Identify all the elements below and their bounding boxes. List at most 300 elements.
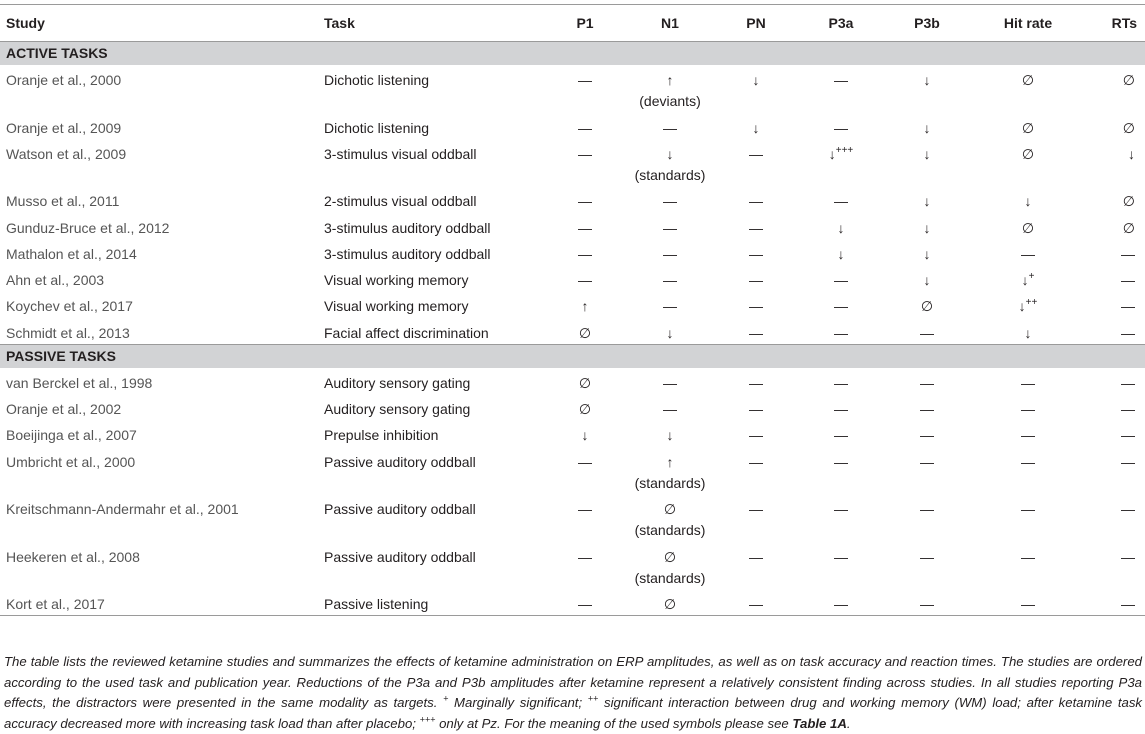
cell-n1-value: ∅ [663,501,677,518]
table-row [0,265,1145,291]
cell-task [324,139,544,187]
cell-p3a-value: — [834,401,848,418]
cell-p3a [798,318,884,345]
cell-p1-value: ∅ [578,324,592,341]
cell-p3a [798,239,884,265]
cell-p1-value: — [578,119,592,136]
cell-p1 [544,589,626,616]
cell-pn [714,291,798,317]
cell-n1 [626,265,714,291]
cell-p3b [884,368,970,394]
footnote-mark-3: +++ [419,714,436,725]
cell-hit-value: — [1021,453,1035,470]
cell-pn [714,318,798,345]
cell-p3b-value: ↓ [923,145,931,162]
cell-task-value: 3-stimulus visual oddball [324,145,477,162]
stimulus-note: (deviants) [639,93,701,109]
cell-n1 [626,368,714,394]
cell-p1 [544,494,626,542]
cell-task-value: Passive auditory oddball [324,453,476,470]
cell-hit-value: — [1021,374,1035,391]
cell-pn-value: — [749,145,763,162]
cell-p3b-value: — [920,401,934,418]
cell-hit-value: — [1021,401,1035,418]
cell-p3b-value: — [920,453,934,470]
table-row [0,542,1145,590]
cell-n1 [626,420,714,446]
cell-study-value: Oranje et al., 2009 [6,119,122,136]
cell-n1-value: — [663,298,677,315]
significance-mark: +++ [835,144,854,156]
cell-study-value: Mathalon et al., 2014 [6,245,137,262]
cell-hit-value: ↓ [1021,272,1029,289]
cell-study [0,239,324,265]
footnote-note-2: significant interaction between drug and working memory (WM) load; after ketamine task accuracy decreased more with increasing task load than after placebo; [4,695,1143,731]
cell-n1-value: ∅ [663,596,677,613]
cell-rts [1086,494,1145,542]
cell-rts [1086,186,1145,212]
cell-task [324,318,544,345]
cell-p3a [798,139,884,187]
cell-hit-value: — [1021,548,1035,565]
cell-study [0,65,324,113]
cell-study [0,186,324,212]
cell-study-value: Schmidt et al., 2013 [6,324,130,341]
cell-study [0,420,324,446]
cell-study [0,318,324,345]
cell-p3a [798,447,884,495]
cell-p1 [544,318,626,345]
cell-hit [970,139,1086,187]
footnote-main: The table lists the reviewed ketamine studies and summarizes the effects of ketamine administration on ERP amplitudes, as well as on task accuracy and reaction times. The studies are ordered according to the used task and publication year. Reductions of the P3a and P3b amplitudes after ketamine represent a relatively consistent finding across studies. In all studies reporting P3a effects, the distractors were presented in the same modality as targets. [4,654,1142,710]
cell-hit [970,318,1086,345]
cell-task-value: Passive listening [324,596,429,613]
cell-task-value: Passive auditory oddball [324,548,476,565]
cell-rts [1086,447,1145,495]
cell-rts-value: — [1121,298,1135,315]
cell-hit [970,213,1086,239]
cell-study-value: Boeijinga et al., 2007 [6,427,137,444]
cell-task [324,265,544,291]
section-header [0,42,1145,66]
table-footnote [4,652,1142,734]
cell-study-value: Kreitschmann-Andermahr et al., 2001 [6,501,239,518]
cell-rts-value: ↓ [1128,145,1135,162]
cell-n1 [626,542,714,590]
cell-n1 [626,186,714,212]
cell-p3a [798,113,884,139]
cell-hit-value: ↓ [1024,324,1032,341]
table-row [0,589,1145,616]
cell-hit-value: ↓ [1024,193,1032,210]
cell-p3a [798,186,884,212]
cell-hit-value: — [1021,596,1035,613]
cell-hit [970,494,1086,542]
cell-p1 [544,139,626,187]
cell-pn [714,420,798,446]
cell-rts-value: ∅ [1122,219,1135,236]
cell-task [324,291,544,317]
cell-pn [714,494,798,542]
cell-p3b [884,239,970,265]
cell-pn [714,213,798,239]
cell-p3a-value: — [834,501,848,518]
footnote-note-1: Marginally significant; [448,695,583,710]
cell-p3b-value: — [920,427,934,444]
significance-mark: ++ [1025,297,1038,309]
cell-n1-value: — [663,219,677,236]
cell-rts [1086,265,1145,291]
cell-pn-value: — [749,548,763,565]
cell-pn-value: — [749,272,763,289]
cell-n1-value: — [663,193,677,210]
cell-n1 [626,589,714,616]
cell-pn [714,113,798,139]
cell-task-value: Dichotic listening [324,119,430,136]
cell-p3b [884,420,970,446]
cell-p1-value: — [578,219,592,236]
cell-task-value: Prepulse inhibition [324,427,439,444]
cell-task [324,394,544,420]
cell-pn-value: — [749,401,763,418]
cell-p3b [884,265,970,291]
cell-p3a-value: — [834,453,848,470]
cell-n1 [626,139,714,187]
cell-p1 [544,265,626,291]
cell-hit [970,113,1086,139]
cell-rts [1086,291,1145,317]
cell-p3b [884,213,970,239]
cell-p3b-value: — [920,548,934,565]
header-p1: P1 [544,5,626,42]
cell-rts [1086,318,1145,345]
cell-hit [970,239,1086,265]
cell-n1-value: — [663,374,677,391]
cell-rts-value: — [1121,272,1135,289]
cell-p3b-value: — [920,374,934,391]
cell-p1 [544,291,626,317]
cell-study [0,494,324,542]
cell-pn-value: — [749,298,763,315]
cell-task-value: 3-stimulus auditory oddball [324,219,491,236]
cell-p3b [884,139,970,187]
cell-n1-value: ↓ [666,145,674,162]
cell-n1-value: — [663,119,677,136]
cell-p3b-value: — [920,501,934,518]
table-row [0,186,1145,212]
table-row [0,447,1145,495]
cell-task-value: Auditory sensory gating [324,401,471,418]
cell-task-value: Auditory sensory gating [324,374,471,391]
cell-task [324,368,544,394]
header-hit-rate: Hit rate [970,5,1086,42]
cell-p3a [798,542,884,590]
cell-task-value: Dichotic listening [324,72,430,88]
cell-p1-value: — [578,245,592,262]
cell-hit [970,265,1086,291]
cell-rts-value: ∅ [1122,119,1135,136]
cell-pn [714,368,798,394]
cell-study [0,542,324,590]
cell-n1-value: ↓ [666,324,674,341]
cell-p3b [884,542,970,590]
cell-task [324,542,544,590]
table-row [0,494,1145,542]
cell-study [0,139,324,187]
cell-p1 [544,394,626,420]
cell-study-value: van Berckel et al., 1998 [6,374,153,391]
table-row [0,113,1145,139]
cell-p1 [544,542,626,590]
cell-hit [970,368,1086,394]
cell-p3a-value: — [834,272,848,289]
cell-n1-value: — [663,245,677,262]
cell-rts-value: — [1121,374,1135,391]
cell-study-value: Kort et al., 2017 [6,596,105,613]
header-task: Task [324,5,544,42]
cell-p3a [798,265,884,291]
cell-p3b [884,447,970,495]
cell-p3b [884,494,970,542]
cell-p3a-value: — [834,298,848,315]
table-row [0,291,1145,317]
cell-p1-value: — [578,596,592,613]
cell-p1-value: ↓ [581,427,589,444]
cell-p3a-value: — [834,324,848,341]
cell-p1-value: — [578,72,592,88]
cell-p3a [798,394,884,420]
significance-mark: + [1028,271,1035,283]
cell-hit [970,65,1086,113]
cell-rts [1086,368,1145,394]
cell-rts-value: — [1121,245,1135,262]
cell-rts [1086,213,1145,239]
table-row [0,420,1145,446]
cell-p3a-value: — [834,72,848,88]
cell-p3b-value: ↓ [923,119,931,136]
cell-pn [714,239,798,265]
header-pn: PN [714,5,798,42]
cell-n1-value: ↑ [666,453,674,470]
cell-p3a-value: — [834,596,848,613]
cell-study [0,394,324,420]
cell-p3a-value: — [834,427,848,444]
cell-p1-value: — [578,272,592,289]
cell-pn-value: — [749,427,763,444]
table-row [0,213,1145,239]
cell-pn [714,139,798,187]
cell-n1 [626,113,714,139]
cell-p1-value: ↑ [581,298,589,315]
cell-task-value: 3-stimulus auditory oddball [324,245,491,262]
cell-hit [970,447,1086,495]
cell-task [324,113,544,139]
cell-hit-value: ∅ [1021,119,1035,136]
cell-n1 [626,213,714,239]
cell-rts-value: — [1121,501,1135,518]
cell-n1-value: ∅ [663,548,677,565]
cell-p1-value: ∅ [578,374,592,391]
cell-task-value: Visual working memory [324,272,469,289]
cell-pn-value: — [749,453,763,470]
cell-rts [1086,420,1145,446]
table-row [0,318,1145,345]
cell-n1 [626,239,714,265]
cell-task [324,420,544,446]
cell-p1 [544,239,626,265]
cell-rts [1086,394,1145,420]
cell-rts [1086,239,1145,265]
cell-task [324,589,544,616]
cell-task-value: Visual working memory [324,298,469,315]
cell-hit-value: — [1021,501,1035,518]
cell-study [0,113,324,139]
cell-p1 [544,213,626,239]
cell-p1 [544,186,626,212]
cell-n1-value: ↓ [666,427,674,444]
cell-task [324,186,544,212]
table-reference-link[interactable]: Table 1A [792,715,847,731]
cell-p3a-value: — [834,548,848,565]
cell-pn [714,447,798,495]
cell-task [324,239,544,265]
cell-hit-value: ∅ [1021,219,1035,236]
cell-p3b-value: ↓ [923,219,931,236]
cell-rts [1086,589,1145,616]
cell-pn [714,394,798,420]
footnote-mark-1: + [443,693,449,704]
cell-pn [714,65,798,113]
cell-rts-value: ∅ [1122,72,1135,88]
cell-n1 [626,447,714,495]
ketamine-erp-table [0,4,1145,616]
table-row [0,65,1145,113]
cell-pn-value: — [749,324,763,341]
cell-n1 [626,291,714,317]
cell-p1-value: ∅ [578,401,592,418]
header-n1: N1 [626,5,714,42]
cell-p3b-value: ↓ [923,72,931,88]
cell-study [0,213,324,239]
cell-study [0,368,324,394]
cell-pn-value: — [749,596,763,613]
table-row [0,394,1145,420]
cell-hit-value: ∅ [1021,145,1035,162]
cell-p1-value: — [578,453,592,470]
cell-pn [714,542,798,590]
cell-n1-value: — [663,401,677,418]
cell-hit-value: — [1021,427,1035,444]
cell-p3b [884,186,970,212]
cell-p3a-value: ↓ [837,219,845,236]
cell-p3a [798,589,884,616]
cell-p3b [884,113,970,139]
cell-n1 [626,494,714,542]
cell-p3a-value: — [834,374,848,391]
header-p3a: P3a [798,5,884,42]
cell-p1 [544,65,626,113]
cell-p1 [544,420,626,446]
cell-p3a [798,494,884,542]
cell-rts-value: — [1121,548,1135,565]
cell-study [0,447,324,495]
cell-hit-value: ↓ [1018,298,1026,315]
cell-p1-value: — [578,548,592,565]
stimulus-note: (standards) [634,166,706,183]
cell-n1-value: ↑ [666,72,674,88]
cell-p3b [884,291,970,317]
footnote-mark-2: ++ [587,693,599,704]
cell-study-value: Musso et al., 2011 [6,193,120,210]
table-row [0,139,1145,187]
cell-n1 [626,65,714,113]
cell-hit [970,186,1086,212]
cell-rts-value: ∅ [1122,193,1135,210]
cell-rts [1086,139,1145,187]
cell-study-value: Oranje et al., 2000 [6,72,122,88]
cell-hit [970,420,1086,446]
cell-study-value: Ahn et al., 2003 [6,272,105,289]
section-header [0,344,1145,368]
cell-p3b [884,318,970,345]
cell-pn-value: — [749,374,763,391]
cell-p3b-value: ↓ [923,272,931,289]
cell-rts [1086,113,1145,139]
cell-p1 [544,447,626,495]
cell-task-value: Passive auditory oddball [324,501,476,518]
stimulus-note: (standards) [634,474,706,491]
cell-p3a [798,420,884,446]
header-study: Study [0,5,324,42]
cell-p3b [884,65,970,113]
cell-pn-value: — [749,193,763,210]
cell-p3b-value: — [920,596,934,613]
footnote-note-3: only at Pz. For the meaning of the used symbols please see [435,715,789,731]
cell-pn [714,589,798,616]
cell-p3a-value: ↓ [828,145,836,162]
cell-n1 [626,394,714,420]
cell-rts-value: — [1121,427,1135,444]
stimulus-note: (standards) [634,522,706,539]
section-title: PASSIVE TASKS [0,344,1145,368]
cell-p3a-value: ↓ [837,245,845,262]
cell-n1 [626,318,714,345]
cell-hit [970,291,1086,317]
cell-study-value: Watson et al., 2009 [6,145,127,162]
table-row [0,239,1145,265]
cell-hit [970,394,1086,420]
cell-study-value: Umbricht et al., 2000 [6,453,136,470]
cell-hit-value: — [1021,245,1035,262]
cell-p3a-value: — [834,193,848,210]
cell-rts-value: — [1121,401,1135,418]
cell-p3a [798,65,884,113]
cell-task [324,447,544,495]
cell-p3a [798,291,884,317]
cell-study [0,291,324,317]
header-row [0,5,1145,42]
cell-pn-value: — [749,501,763,518]
cell-rts [1086,65,1145,113]
cell-p3a [798,213,884,239]
cell-task-value: 2-stimulus visual oddball [324,193,477,210]
cell-task-value: Facial affect discrimination [324,324,489,341]
cell-p1-value: — [578,145,592,162]
cell-pn [714,186,798,212]
cell-pn-value: — [749,245,763,262]
cell-rts [1086,542,1145,590]
cell-study-value: Gunduz-Bruce et al., 2012 [6,219,170,236]
